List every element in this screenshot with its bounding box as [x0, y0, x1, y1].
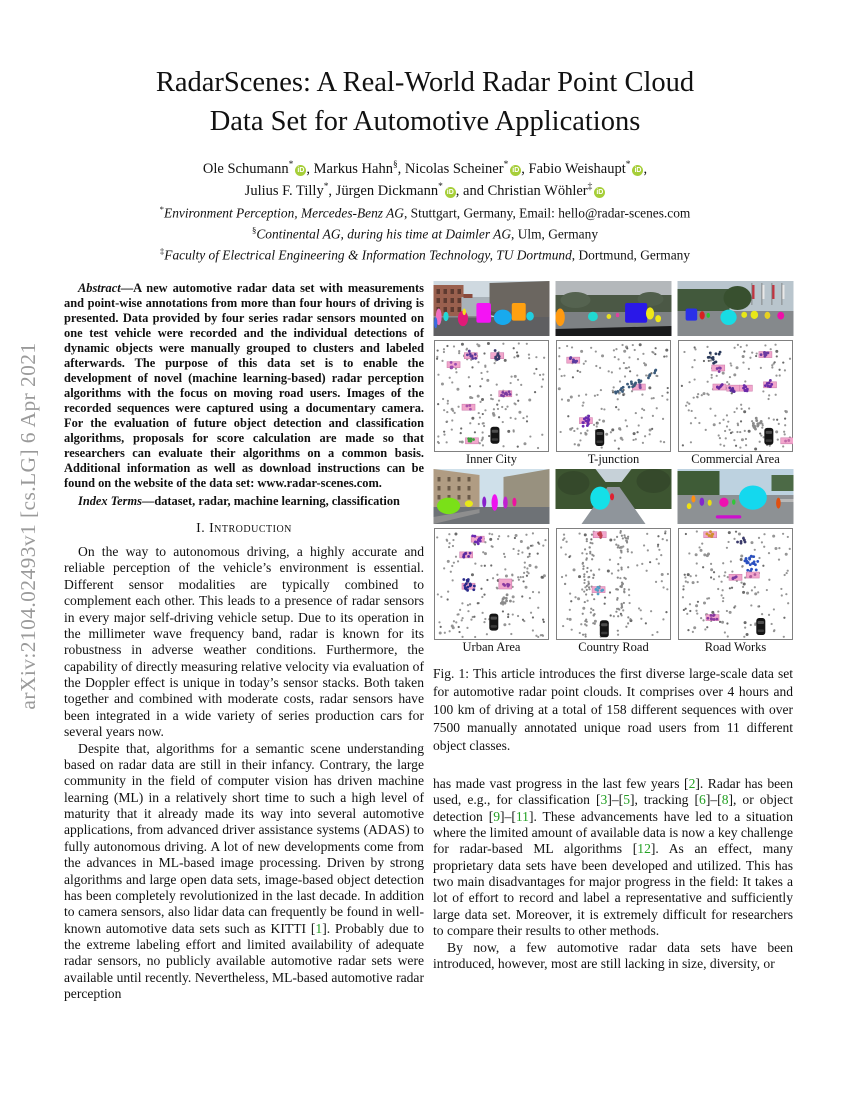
index-terms-text: —dataset, radar, machine learning, classification — [141, 494, 400, 508]
author-marker: ‡ — [587, 182, 593, 193]
author-line-1: Ole Schumann*iD , Markus Hahn§, Nicolas Scheiner*iD , Fabio Weishaupt*iD , — [202, 159, 648, 177]
arxiv-watermark: arXiv:2104.02493v1 [cs.LG] 6 Apr 2021 — [16, 342, 40, 710]
ego-vehicle-icon — [756, 618, 765, 635]
radar-plot-country-road — [556, 528, 671, 640]
two-column-body — [64, 281, 793, 1003]
author-marker: * — [503, 159, 509, 170]
figure-1 — [433, 281, 793, 755]
ego-vehicle-icon — [764, 428, 773, 445]
scene-label-country-road: Country Road — [578, 640, 649, 654]
author-marker: § — [392, 159, 398, 170]
orcid-icon[interactable]: iD — [297, 166, 305, 174]
camera-image-t-junction — [555, 281, 672, 336]
scene-label-commercial-area: Commercial Area — [691, 452, 780, 466]
figure-1-caption: Fig. 1: This article introduces the first diverse large-scale data set for automotive radar point clouds. It comprises over 4 hours and 100 km of driving at a total of 158 different sequences with over 7500 manually annotated unique road users from 11 different object classes. — [433, 666, 793, 753]
paper-title-line2: Data Set for Automotive Applications — [209, 105, 641, 137]
abstract-label: Abstract — [78, 281, 121, 295]
intro-paragraph-3: By now, a few automotive radar data sets have been introduced, however, most are still lacking in size, diversity, or — [433, 939, 793, 971]
affiliations — [0, 203, 850, 265]
affiliation-marker: ‡ — [159, 245, 165, 256]
authors-block — [0, 158, 850, 203]
paper-title — [0, 64, 850, 142]
citation-link[interactable]: 1 — [315, 920, 323, 936]
figure-group-2 — [433, 469, 793, 656]
scene-label-road-works: Road Works — [704, 640, 767, 654]
citation-link[interactable]: 5 — [623, 792, 630, 808]
author-line-2: Julius F. Tilly*, Jürgen Dickmann*iD , and Christian Wöhler‡iD — [244, 182, 604, 199]
citation-link[interactable]: 9 — [493, 808, 501, 824]
radar-plot-road-works — [678, 528, 793, 640]
citation-link[interactable]: 8 — [721, 792, 729, 808]
intro-paragraph-2-continued: has made vast progress in the last few years [2]. Radar has been used, e.g., for classification [3]–[5], tracking [6]–[8], or object detection [9]–[11]. These advancements have led to a situation where the limited amount of available data is now a key challenge for radar-based ML algorithms [12]. As an effect, many proprietary data sets have been developed and utilized. This has two main disadvantages for major progress in the field: It takes a lot of effort to record and label a representative and sufficiently large data set. Moreover, it is extremely difficult for researchers to compare their results to other methods. — [433, 775, 793, 939]
radar-plot-urban-area — [434, 528, 549, 640]
intro-paragraph-1: On the way to autonomous driving, a highly accurate and reliable perception of the vehicle’s environment is essential. Different sensor modalities are typically combined to complement each other. This leads to a presence of radar sensors in every major self-driving vehicle setup. Due to its operation in the millimeter wave frequency band, radar is known for its robustness in adverse weather conditions. Furthermore, the capability of directly measuring relative velocity via evaluation of the Doppler effect is unique in today’s sensor stacks. Both taken together and combined with moderate costs, radar sensors have been integrated in a wide variety of series production cars for several years now. — [64, 544, 424, 740]
radar-plot-inner-city — [434, 340, 549, 452]
affiliation-institution: Continental AG, during his time at Daimler AG — [256, 226, 511, 242]
camera-image-commercial-area — [677, 281, 794, 336]
citation-link[interactable]: 11 — [515, 808, 529, 824]
right-column — [433, 281, 793, 1003]
scene-label-t-junction: T-junction — [587, 452, 640, 466]
affiliation-institution: Environment Perception, Mercedes-Benz AG — [164, 205, 404, 221]
ego-vehicle-icon — [490, 427, 499, 444]
ego-vehicle-icon — [600, 620, 609, 637]
affiliation-1: *Environment Perception, Mercedes-Benz AG, Stuttgart, Germany, Email: hello@radar-scenes.com — [159, 204, 691, 221]
citation-link[interactable]: 2 — [688, 775, 696, 791]
ego-vehicle-icon — [595, 429, 604, 446]
abstract — [64, 281, 424, 491]
author-marker: * — [323, 182, 329, 193]
citation-link[interactable]: 3 — [600, 792, 608, 808]
scene-panel-t-junction — [555, 281, 672, 468]
intro-paragraph-2: Despite that, algorithms for a semantic scene understanding based on radar data are still in their infancy. Contrary, the large community in the field of computer vision has driven machine learning (ML) in a relatively short time to such a high level of maturity that it already made its way into several automotive applications, from advanced driver assistance systems (ADAS) to fully autonomous driving. A lot of new developments come from the advances in ML-based image processing. Driven by strong algorithms and large open data sets, image-based object detection has been completely revolutionized in the last decade. In addition to camera sensors, also lidar data can frequently be found in well-known automotive data sets such as KITTI [1]. Probably due to the extreme labeling effort and limited availability of adequate radar sensors, no publicly available automotive radar sets were available until recently. Nevertheless, ML-based automotive radar perception — [64, 740, 424, 1002]
ego-vehicle-icon — [489, 614, 498, 631]
paper-title-line1: RadarScenes: A Real-World Radar Point Cloud — [155, 67, 695, 98]
scene-panel-urban-area — [433, 469, 550, 656]
scene-panel-inner-city — [433, 281, 550, 468]
orcid-icon[interactable]: iD — [596, 188, 604, 196]
author-marker: * — [625, 159, 631, 170]
scene-label-inner-city: Inner City — [465, 452, 518, 466]
index-terms-label: Index Terms — [78, 494, 142, 508]
figure-group-1 — [433, 281, 793, 468]
affiliation-institution: Faculty of Electrical Engineering & Information Technology, TU Dortmund — [164, 247, 572, 263]
orcid-icon[interactable]: iD — [512, 166, 520, 174]
scene-panel-commercial-area — [677, 281, 794, 468]
scene-panel-road-works — [677, 469, 794, 656]
index-terms — [64, 494, 424, 509]
affiliation-marker: * — [159, 204, 165, 215]
left-column — [64, 281, 424, 1003]
affiliation-marker: § — [251, 225, 257, 236]
scene-panel-country-road — [555, 469, 672, 656]
author-marker: * — [288, 159, 294, 170]
affiliation-3: ‡Faculty of Electrical Engineering & Information Technology, TU Dortmund, Dortmund, Germany — [159, 245, 691, 263]
radar-plot-commercial-area — [678, 340, 793, 452]
camera-image-country-road — [555, 469, 672, 524]
orcid-icon[interactable]: iD — [446, 188, 454, 196]
radar-plot-t-junction — [556, 340, 671, 452]
paper-header — [0, 64, 850, 265]
orcid-icon[interactable]: iD — [634, 166, 642, 174]
camera-image-urban-area — [433, 469, 550, 524]
section-heading-introduction: I. Introduction — [196, 520, 292, 535]
author-marker: * — [438, 182, 443, 193]
camera-image-inner-city — [433, 281, 550, 336]
scene-label-urban-area: Urban Area — [462, 640, 521, 654]
affiliation-2: §Continental AG, during his time at Daimler AG, Ulm, Germany — [251, 225, 599, 242]
citation-link[interactable]: 6 — [699, 792, 706, 808]
camera-image-road-works — [677, 469, 794, 524]
abstract-text: —A new automotive radar data set with measurements and point-wise annotations from more than four hours of driving is presented. Data provided by four series radar sensors mounted on one test vehicle were recorded and the individual detections of dynamic objects were manually grouped to clusters and labeled afterwards. The purpose of this data set is to enable the development of novel (machine learning-based) radar perception algorithms with the focus on moving road users. Images of the recorded sequences were captured using a documentary camera. For the evaluation of future object detection and classification algorithms, proposals for score calculation are made so that researchers can evaluate their algorithms on a common basis. Additional information as well as download instructions can be found on the website of the data set: www.radar-scenes.com. — [64, 281, 424, 490]
citation-link[interactable]: 12 — [637, 841, 651, 857]
